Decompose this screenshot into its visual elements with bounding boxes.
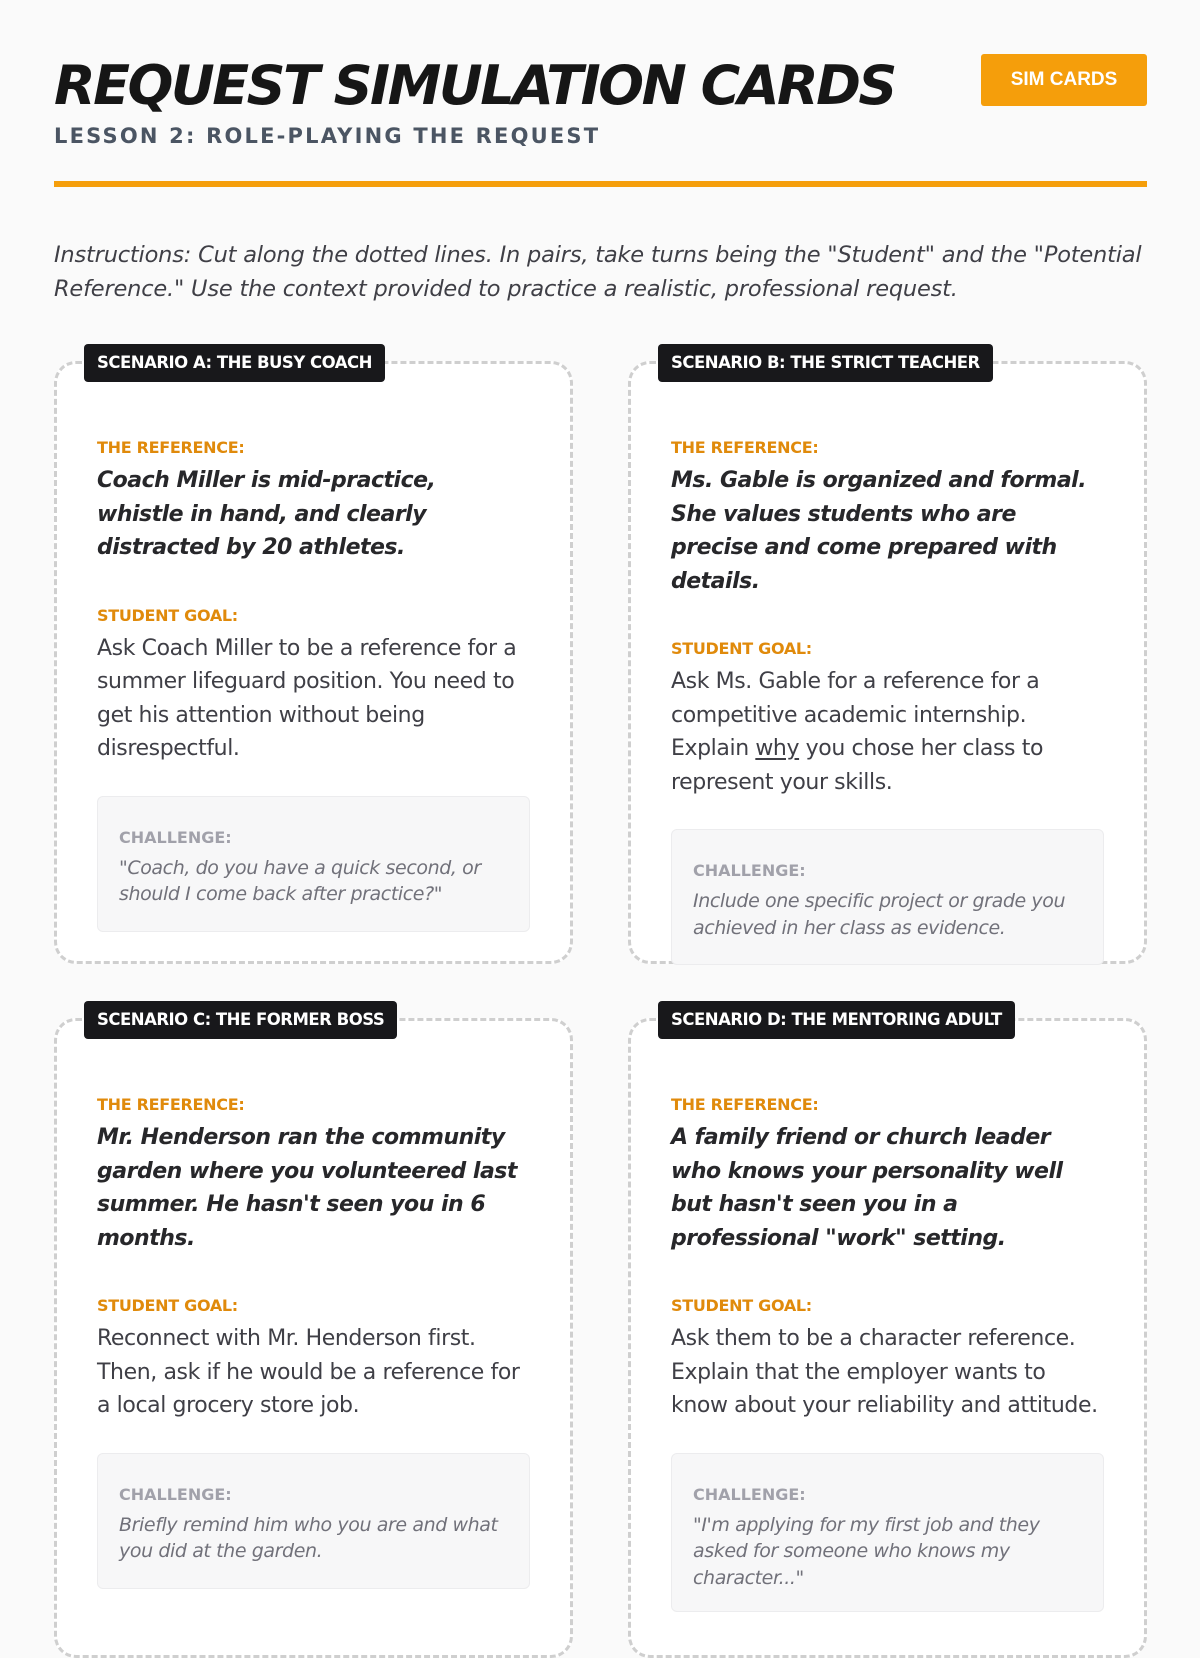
scenario-tag: SCENARIO A: THE BUSY COACH [84,344,385,382]
reference-text: A family friend or church leader who knows your personality well but hasn't seen you in a professional "work" setting. [671,1125,1063,1251]
scenario-card-d [628,1010,1147,1658]
card-body [97,436,527,932]
challenge-box [97,1453,530,1589]
challenge-label: CHALLENGE: [693,1484,806,1504]
scenario-card-b [628,353,1147,964]
challenge-text: "I'm applying for my first job and they asked for someone who knows my character..." [693,1513,1040,1589]
sim-cards-badge: SIM CARDS [981,54,1147,106]
scenario-tag: SCENARIO D: THE MENTORING ADULT [658,1001,1015,1039]
challenge-box [671,1453,1104,1613]
challenge-label: CHALLENGE: [119,827,232,847]
goal-text: Ask Coach Miller to be a reference for a summer lifeguard position. You need to get his attention without being disrespectful. [97,635,517,761]
challenge-box [97,796,530,932]
goal-text [671,665,1101,799]
reference-label: THE REFERENCE: [97,1095,245,1114]
header-divider [54,181,1147,187]
goal-label: STUDENT GOAL: [97,605,238,625]
challenge-text: Briefly remind him who you are and what you did at the garden. [119,1513,498,1562]
card-body [671,1093,1101,1612]
reference-text: Mr. Henderson ran the community garden where you volunteered last summer. He hasn't seen you in 6 months. [97,1125,517,1251]
scenario-card-c [54,1010,573,1658]
reference-text: Coach Miller is mid-practice, whistle in hand, and clearly distracted by 20 athletes. [97,468,436,560]
scenario-card-a [54,353,573,964]
challenge-text: Include one specific project or grade you achieved in her class as evidence. [693,890,1066,939]
challenge-text: "Coach, do you have a quick second, or should I come back after practice?" [119,856,481,905]
instructions-text: Instructions: Cut along the dotted lines. In pairs, take turns being the "Student" and the "Potential Reference." Use the context provided to practice a realistic, professional request. [54,242,1142,302]
goal-label: STUDENT GOAL: [97,1296,238,1315]
card-body [671,436,1101,965]
challenge-label: CHALLENGE: [119,1484,232,1504]
page-title: REQUEST SIMULATION CARDS [54,54,895,117]
goal-text: Reconnect with Mr. Henderson first. Then, ask if he would be a reference for a local grocery store job. [97,1326,520,1418]
goal-text-emphasis: why [755,736,800,761]
goal-label: STUDENT GOAL: [671,1296,812,1315]
lesson-subtitle: LESSON 2: ROLE-PLAYING THE REQUEST [54,124,601,148]
challenge-label: CHALLENGE: [693,861,806,880]
reference-label: THE REFERENCE: [671,438,819,457]
reference-label: THE REFERENCE: [671,1095,819,1114]
reference-label: THE REFERENCE: [97,438,245,457]
reference-text: Ms. Gable is organized and formal. She values students who are precise and come prepared with details. [671,468,1087,594]
scenario-tag: SCENARIO B: THE STRICT TEACHER [658,344,993,382]
scenario-tag: SCENARIO C: THE FORMER BOSS [84,1001,397,1039]
goal-label: STUDENT GOAL: [671,639,812,658]
card-body [97,1093,527,1589]
challenge-box [671,829,1104,965]
goal-text-end: you chose her class to represent your skills. [671,736,1044,795]
goal-text-start: Ask Ms. Gable for a reference for a competitive academic internship. Explain [671,669,1040,761]
goal-text: Ask them to be a character reference. Explain that the employer wants to know about your reliability and attitude. [671,1326,1098,1418]
